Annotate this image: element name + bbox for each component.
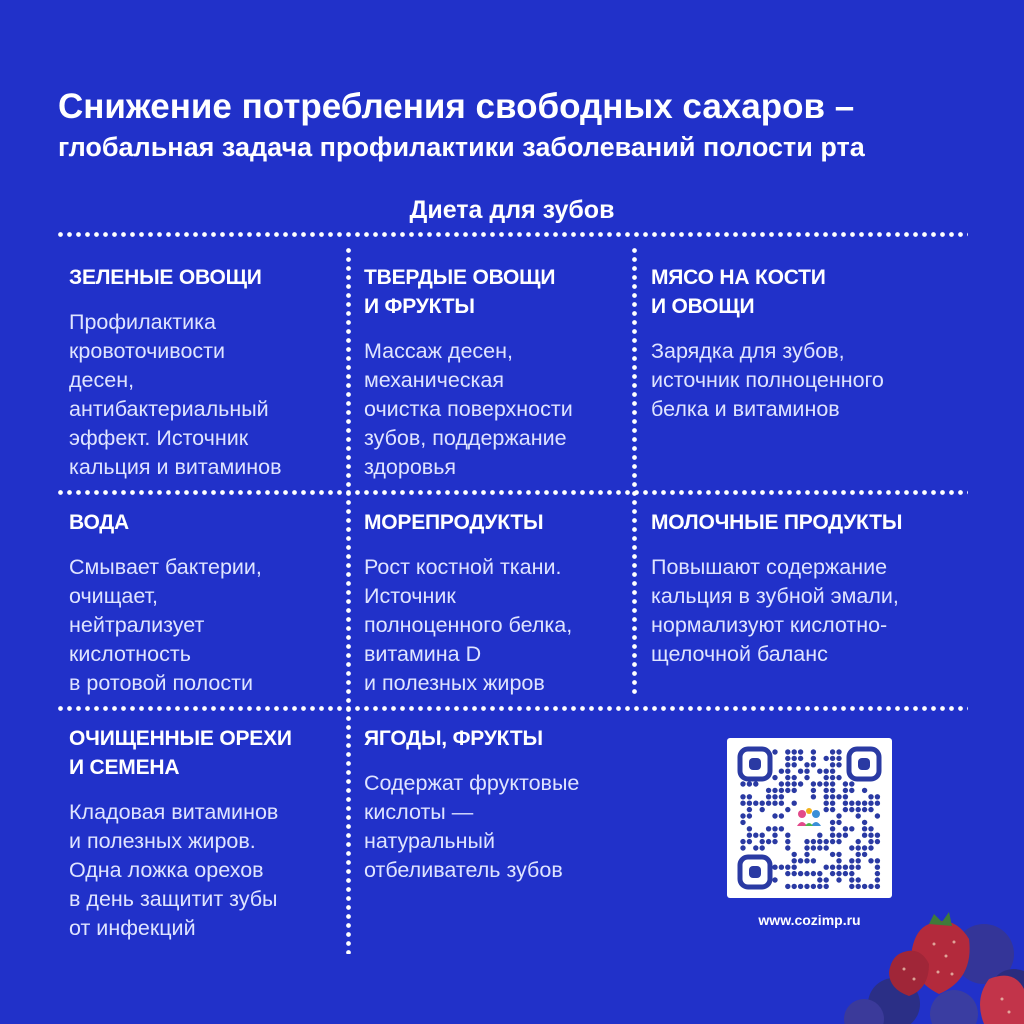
qr-module [868, 794, 873, 799]
qr-finder-bottom-left [740, 857, 770, 887]
qr-module [862, 833, 867, 838]
cell-text: Рост костной ткани. Источник полноценного белка, витамина D и полезных жиров [364, 555, 573, 695]
diet-cell-hard-vegetables [364, 263, 626, 482]
qr-module [772, 775, 777, 780]
cell-text: Кладовая витаминов и полезных жиров. Одна ложка орехов в день защитит зубы от инфекций [69, 800, 279, 940]
qr-module [766, 839, 771, 844]
grid-divider-row2 [56, 706, 968, 711]
qr-module [830, 769, 835, 774]
qr-module [830, 833, 835, 838]
qr-module [824, 756, 829, 761]
qr-module [811, 858, 816, 863]
cell-text: Содержат фруктовые кислоты — натуральный отбеливатель зубов [364, 771, 580, 882]
qr-module [772, 813, 777, 818]
qr-module [792, 781, 797, 786]
qr-module [792, 852, 797, 857]
qr-module [760, 839, 765, 844]
qr-module [760, 845, 765, 850]
qr-module [785, 865, 790, 870]
qr-module [792, 871, 797, 876]
qr-module [779, 826, 784, 831]
qr-module [875, 794, 880, 799]
qr-module [824, 769, 829, 774]
qr-module [836, 762, 841, 767]
qr-module [772, 839, 777, 844]
qr-module [836, 865, 841, 870]
qr-module [772, 788, 777, 793]
family-logo-icon [794, 803, 824, 833]
qr-module [817, 884, 822, 889]
qr-module [843, 826, 848, 831]
qr-module [862, 807, 867, 812]
qr-module [804, 871, 809, 876]
qr-module [862, 852, 867, 857]
qr-module [785, 845, 790, 850]
qr-module [830, 852, 835, 857]
qr-module [849, 871, 854, 876]
diet-cell-meat [651, 263, 961, 424]
qr-module [804, 769, 809, 774]
qr-module [772, 801, 777, 806]
qr-module [875, 839, 880, 844]
qr-module [772, 826, 777, 831]
cell-title: МЯСО НА КОСТИ И ОВОЩИ [651, 266, 826, 318]
qr-finder-top-left [740, 749, 770, 779]
qr-module [779, 781, 784, 786]
section-subtitle: Диета для зубов [409, 196, 615, 224]
qr-module [875, 833, 880, 838]
qr-module [766, 794, 771, 799]
qr-module [836, 775, 841, 780]
qr-module [868, 801, 873, 806]
qr-module [817, 871, 822, 876]
qr-module [868, 858, 873, 863]
qr-module [811, 871, 816, 876]
qr-module [747, 839, 752, 844]
qr-module [811, 781, 816, 786]
cell-text: Профилактика кровоточивости десен, антибактериальный эффект. Источник кальция и витаминов [69, 310, 282, 479]
qr-module [785, 749, 790, 754]
qr-module [836, 794, 841, 799]
qr-module [766, 826, 771, 831]
qr-module [830, 788, 835, 793]
qr-module [875, 871, 880, 876]
qr-module [785, 788, 790, 793]
cell-title: МОЛОЧНЫЕ ПРОДУКТЫ [651, 511, 903, 534]
qr-module [740, 801, 745, 806]
qr-module [849, 801, 854, 806]
qr-module [830, 820, 835, 825]
qr-module [817, 845, 822, 850]
qr-module [849, 826, 854, 831]
qr-module [868, 833, 873, 838]
qr-module [785, 762, 790, 767]
qr-module [836, 749, 841, 754]
qr-module [849, 781, 854, 786]
grid-divider-top [56, 232, 968, 237]
qr-module [792, 749, 797, 754]
cell-text: Смывает бактерии, очищает, нейтрализует кислотность в ротовой полости [69, 555, 262, 695]
qr-module [875, 858, 880, 863]
qr-code[interactable] [727, 738, 892, 898]
qr-module [753, 801, 758, 806]
qr-module [811, 794, 816, 799]
qr-module [830, 871, 835, 876]
qr-module [811, 756, 816, 761]
qr-module [830, 749, 835, 754]
qr-module [798, 749, 803, 754]
qr-module [875, 813, 880, 818]
qr-module [856, 865, 861, 870]
qr-module [836, 858, 841, 863]
qr-module [740, 845, 745, 850]
qr-module [824, 788, 829, 793]
qr-module [772, 865, 777, 870]
diet-cell-dairy [651, 508, 971, 669]
title-line-1: Снижение потребления свободных сахаров – [58, 87, 855, 126]
qr-module [785, 884, 790, 889]
diet-cell-seafood [364, 508, 626, 698]
qr-module [779, 865, 784, 870]
qr-module [824, 794, 829, 799]
qr-module [824, 801, 829, 806]
qr-module [862, 788, 867, 793]
qr-module [830, 807, 835, 812]
qr-module [798, 781, 803, 786]
qr-module [856, 801, 861, 806]
qr-module [779, 788, 784, 793]
qr-module [875, 865, 880, 870]
cell-title: ЯГОДЫ, ФРУКТЫ [364, 727, 543, 750]
qr-module [804, 762, 809, 767]
qr-module [804, 884, 809, 889]
qr-module [843, 788, 848, 793]
qr-module [792, 858, 797, 863]
qr-module [824, 839, 829, 844]
qr-module [824, 775, 829, 780]
qr-module [785, 756, 790, 761]
qr-module [798, 858, 803, 863]
qr-module [868, 807, 873, 812]
qr-module [785, 769, 790, 774]
qr-module [843, 781, 848, 786]
qr-module [862, 801, 867, 806]
qr-module [811, 884, 816, 889]
qr-module [843, 801, 848, 806]
qr-module [785, 833, 790, 838]
qr-module [824, 865, 829, 870]
qr-module [836, 871, 841, 876]
qr-module [843, 807, 848, 812]
qr-module [836, 852, 841, 857]
qr-module [830, 839, 835, 844]
qr-module [849, 858, 854, 863]
qr-module [766, 801, 771, 806]
qr-module [747, 813, 752, 818]
qr-module [843, 871, 848, 876]
qr-module [836, 820, 841, 825]
qr-module [836, 877, 841, 882]
cell-text: Зарядка для зубов, источник полноценного белка и витаминов [651, 339, 884, 421]
qr-module [753, 845, 758, 850]
qr-module [747, 781, 752, 786]
qr-module [830, 775, 835, 780]
qr-module [856, 858, 861, 863]
qr-module [849, 788, 854, 793]
diet-cell-berries [364, 724, 626, 885]
qr-module [856, 877, 861, 882]
qr-module [753, 781, 758, 786]
qr-module [753, 833, 758, 838]
grid-divider-row1 [56, 490, 968, 495]
cell-title: ОЧИЩЕННЫЕ ОРЕХИ И СЕМЕНА [69, 727, 292, 779]
qr-module [785, 781, 790, 786]
qr-module [779, 769, 784, 774]
cell-title: МОРЕПРОДУКТЫ [364, 511, 544, 534]
qr-module [817, 839, 822, 844]
website-url[interactable]: www.cozimp.ru [758, 912, 861, 928]
title-line-2: глобальная задача профилактики заболеваний полости рта [58, 131, 865, 162]
qr-module [772, 833, 777, 838]
qr-code-graphic [727, 738, 892, 898]
qr-module [798, 756, 803, 761]
qr-module [811, 749, 816, 754]
cell-title: ТВЕРДЫЕ ОВОЩИ И ФРУКТЫ [364, 266, 556, 318]
qr-module [849, 865, 854, 870]
qr-module [740, 839, 745, 844]
qr-module [747, 826, 752, 831]
qr-module [798, 884, 803, 889]
qr-module [747, 794, 752, 799]
qr-module [804, 852, 809, 857]
qr-module [804, 775, 809, 780]
diet-cell-green-vegetables [69, 263, 339, 482]
qr-module [856, 845, 861, 850]
qr-module [849, 807, 854, 812]
cell-text: Массаж десен, механическая очистка поверхности зубов, поддержание здоровья [364, 339, 573, 479]
qr-module [811, 839, 816, 844]
grid-divider-col2 [632, 246, 637, 698]
qr-module [804, 858, 809, 863]
qr-module [824, 845, 829, 850]
cell-title: ВОДА [69, 511, 130, 534]
qr-module [811, 845, 816, 850]
qr-module [772, 749, 777, 754]
qr-module [830, 865, 835, 870]
qr-module [875, 801, 880, 806]
qr-module [830, 801, 835, 806]
qr-module [811, 788, 816, 793]
qr-module [817, 769, 822, 774]
qr-module [868, 845, 873, 850]
qr-module [792, 756, 797, 761]
qr-module [862, 826, 867, 831]
qr-module [740, 820, 745, 825]
qr-module [804, 839, 809, 844]
qr-module [868, 839, 873, 844]
qr-module [740, 794, 745, 799]
qr-module [792, 762, 797, 767]
grid-divider-col1 [346, 246, 351, 954]
qr-module [760, 801, 765, 806]
qr-module [811, 762, 816, 767]
qr-module [849, 845, 854, 850]
qr-module [830, 794, 835, 799]
qr-module [817, 877, 822, 882]
qr-module [798, 871, 803, 876]
qr-module [747, 833, 752, 838]
qr-module [747, 801, 752, 806]
qr-module [760, 833, 765, 838]
qr-module [856, 807, 861, 812]
qr-module [792, 775, 797, 780]
qr-module [779, 794, 784, 799]
diet-cell-water [69, 508, 339, 698]
berries-image [834, 884, 1024, 1024]
qr-module [740, 781, 745, 786]
qr-module [849, 877, 854, 882]
qr-module [792, 788, 797, 793]
qr-module [862, 845, 867, 850]
qr-module [868, 826, 873, 831]
qr-module [830, 756, 835, 761]
qr-module [856, 813, 861, 818]
qr-module [760, 807, 765, 812]
qr-module [817, 781, 822, 786]
qr-module [843, 794, 848, 799]
cell-text: Повышают содержание кальция в зубной эмали, нормализуют кислотно- щелочной баланс [651, 555, 899, 666]
qr-module [836, 833, 841, 838]
qr-module [824, 807, 829, 812]
diet-cell-nuts [69, 724, 339, 943]
cell-title: ЗЕЛЕНЫЕ ОВОЩИ [69, 266, 262, 289]
qr-module [772, 877, 777, 882]
qr-module [856, 852, 861, 857]
qr-module [798, 769, 803, 774]
qr-module [830, 826, 835, 831]
qr-module [792, 884, 797, 889]
qr-module [785, 807, 790, 812]
qr-module [836, 813, 841, 818]
qr-module [843, 865, 848, 870]
qr-module [824, 877, 829, 882]
qr-module [772, 794, 777, 799]
qr-module [747, 807, 752, 812]
qr-module [875, 877, 880, 882]
qr-module [830, 781, 835, 786]
qr-module [785, 871, 790, 876]
qr-module [740, 813, 745, 818]
qr-module [779, 801, 784, 806]
qr-finder-top-right [849, 749, 879, 779]
qr-module [792, 865, 797, 870]
qr-module [856, 839, 861, 844]
qr-module [862, 820, 867, 825]
qr-module [836, 839, 841, 844]
qr-module [785, 839, 790, 844]
qr-module [817, 833, 822, 838]
qr-module [824, 781, 829, 786]
qr-module [779, 813, 784, 818]
qr-module [766, 788, 771, 793]
qr-module [824, 884, 829, 889]
qr-module [830, 762, 835, 767]
qr-module [785, 775, 790, 780]
qr-module [804, 845, 809, 850]
qr-module [792, 801, 797, 806]
qr-module [836, 756, 841, 761]
page-title [58, 86, 998, 164]
qr-module [843, 833, 848, 838]
